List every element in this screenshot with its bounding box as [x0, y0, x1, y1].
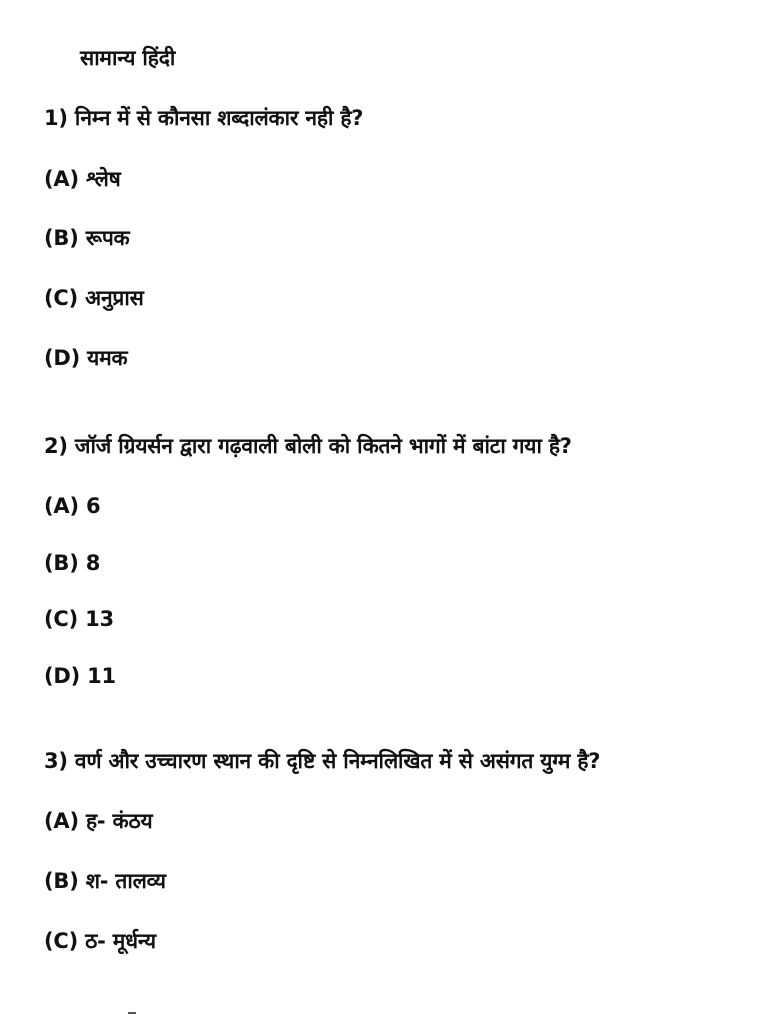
question-2-option-a: (A) 6 — [44, 494, 101, 518]
question-1-text: 1) निम्न में से कौनसा शब्दालंकार नही है? — [44, 106, 364, 130]
question-3-option-b: (B) श- तालव्य — [44, 869, 166, 893]
question-1-option-d: (D) यमक — [44, 346, 128, 370]
question-3-option-c: (C) ठ- मूर्धन्य — [44, 929, 156, 953]
question-2-option-c: (C) 13 — [44, 607, 114, 631]
cut-off-text-fragment — [128, 1012, 136, 1014]
question-1-option-c: (C) अनुप्रास — [44, 286, 144, 310]
question-3-option-a: (A) ह- कंठय — [44, 809, 153, 833]
question-1-option-a: (A) श्लेष — [44, 167, 121, 191]
question-1-option-b: (B) रूपक — [44, 226, 130, 250]
page-title: सामान्य हिंदी — [80, 46, 176, 70]
question-2-text: 2) जॉर्ज ग्रियर्सन द्वारा गढ़वाली बोली को कितने भागों में बांटा गया है? — [44, 434, 572, 458]
question-2-option-d: (D) 11 — [44, 664, 116, 688]
question-2-option-b: (B) 8 — [44, 551, 101, 575]
question-3-text: 3) वर्ण और उच्चारण स्थान की दृष्टि से निम्नलिखित में से असंगत युग्म है? — [44, 749, 601, 773]
